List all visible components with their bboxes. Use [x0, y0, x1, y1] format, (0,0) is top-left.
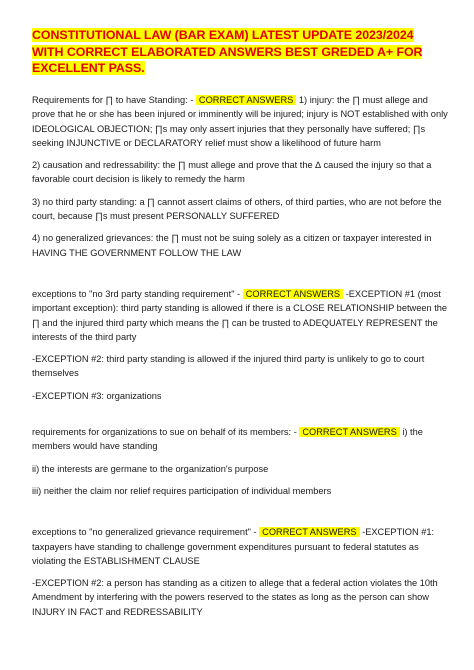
q4-answer: -EXCEPTION #1: taxpayers have standing to challenge government expenditures pursuant to federal statutes as violating the ESTABLISHMENT CLAUSE — [32, 527, 435, 566]
q2-paragraph-3: -EXCEPTION #3: organizations — [32, 390, 162, 401]
title-line-3: EXCELLENT PASS. — [32, 61, 145, 75]
q3-paragraph — [32, 425, 450, 454]
q3-answer: i) the members would have standing — [32, 427, 423, 452]
q1-paragraph-4: 4) no generalized grievances: the ∏ must not be suing solely as a citizen or taxpayer interested in HAVING THE GOVERNMENT FOLLOW THE LAW — [32, 233, 432, 258]
answer-marker: CORRECT ANSWERS — [196, 95, 296, 105]
q4-paragraph-2: -EXCEPTION #2: a person has standing as a citizen to allege that a federal action violates the 10th Amendment by interfering with the powers reserved to the states as long as the person can show INJURY IN FACT and REDRESSABILITY — [32, 578, 438, 617]
q3-paragraph-2: ii) the interests are germane to the organization's purpose — [32, 463, 269, 474]
q1-answer: 1) injury: the ∏ must allege and prove that he or she has been injured or imminently will be injured; injury is NOT established with only IDEOLOGICAL OBJECTION; ∏s may only assert injuries that they personally have suffered; ∏s seeking INJUNCTIVE or DECLARATORY relief must show a likelihood of future harm — [32, 95, 448, 148]
document-title — [32, 27, 452, 77]
q2-paragraph-2: -EXCEPTION #2: third party standing is allowed if the injured third party is unlikely to go to court themselves — [32, 354, 425, 379]
q1-paragraph — [32, 93, 450, 150]
answer-marker: CORRECT ANSWERS — [243, 289, 343, 299]
document-body — [32, 93, 450, 627]
q4-paragraph — [32, 525, 450, 568]
title-line-2: WITH CORRECT ELABORATED ANSWERS BEST GREDED A+ FOR — [32, 44, 423, 59]
title-line-1: CONSTITUTIONAL LAW (BAR EXAM) LATEST UPDATE 2023/2024 — [32, 28, 414, 42]
q4-prefix: exceptions to "no generalized grievance requirement" - — [32, 527, 260, 538]
answer-marker: CORRECT ANSWERS — [299, 427, 399, 437]
q2-prefix: exceptions to "no 3rd party standing requirement" - — [32, 288, 243, 299]
q1-paragraph-3: 3) no third party standing: a ∏ cannot assert claims of others, of third parties, who are not before the court, because ∏s must present PERSONALLY SUFFERED — [32, 196, 442, 222]
q1-paragraph-2: 2) causation and redressability: the ∏ must allege and prove that the ∆ caused the injury so that a favorable court decision is likely to remedy the harm — [32, 160, 432, 185]
q1-prefix: Requirements for ∏ to have Standing: - — [32, 95, 196, 105]
q2-paragraph — [32, 287, 450, 344]
answer-marker: CORRECT ANSWERS — [259, 527, 359, 537]
q2-answer: -EXCEPTION #1 (most important exception): third party standing is allowed if there is a CLOSE RELATIONSHIP between the ∏ and the injured third party which means the ∏ can be trusted to ADEQUATELY REPRESENT the interests of the third party — [32, 288, 448, 342]
q3-paragraph-3: iii) neither the claim nor relief requires participation of individual members — [32, 485, 332, 496]
q3-prefix: requirements for organizations to sue on behalf of its members: - — [32, 427, 300, 438]
